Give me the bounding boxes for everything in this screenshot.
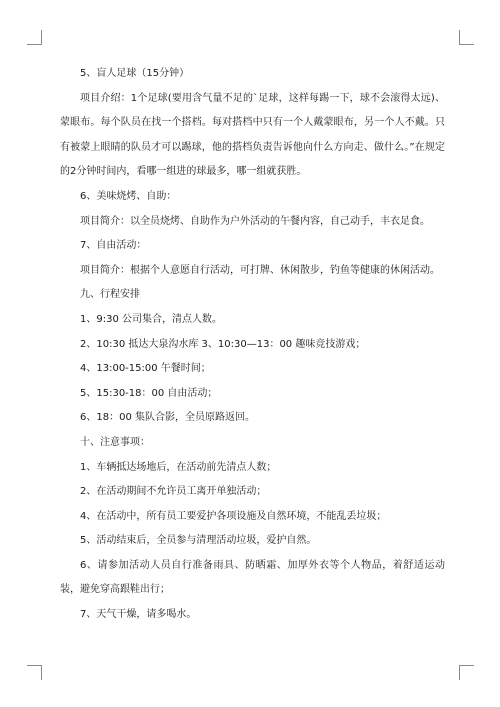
list-item: 7、天气干燥，请多喝水。 <box>80 609 197 621</box>
list-item: 6、请参加活动人员自行准备雨具、防晒霜、加厚外衣等个人物品，着舒适运动装，避免穿高跟鞋出行； <box>60 559 445 596</box>
section-heading-bbq: 6、美味烧烤、自助： <box>80 190 177 202</box>
paragraph-bbq-intro: 项目简介：以全员烧烤、自助作为户外活动的午餐内容，自己动手，丰衣足食。 <box>80 215 430 227</box>
crop-mark-top-right <box>459 30 474 45</box>
list-item: 2、10:30 抵达大泉沟水库 3、10:30—13：00 趣味竞技游戏； <box>80 338 366 350</box>
section-heading-blind-football: 5、盲人足球（15分钟） <box>80 68 190 79</box>
list-item: 4、13:00-15:00 午餐时间； <box>80 363 211 375</box>
paragraph-blind-football-intro: 项目介绍：1个足球(要用含气量不足的`足球，这样每踢一下，球不会滚得太远)、蒙眼布。每个队员在找一个搭档。每对搭档中只有一个人戴蒙眼布，另一个人不戴。只有被蒙上眼睛的队员才可以踢球，他的搭档负责告诉他向什么方向走、做什么。”在规定的2分钟时间内，看哪一组进的球最多，哪一组就获胜。 <box>60 92 445 178</box>
list-item: 1、车辆抵达场地后，在活动前先清点人数； <box>80 461 277 473</box>
crop-mark-bottom-right <box>459 665 474 680</box>
section-heading-free-activity: 7、自由活动： <box>80 240 147 252</box>
list-item: 4、在活动中，所有员工要爱护各项设施及自然环境，不能乱丢垃圾； <box>80 510 387 522</box>
list-item: 5、活动结束后，全员参与清理活动垃圾，爱护自然。 <box>80 535 317 547</box>
document-body <box>60 62 445 628</box>
section-heading-itinerary: 九、行程安排 <box>80 289 140 301</box>
list-item: 6、18：00 集队合影，全员原路返回。 <box>80 412 255 424</box>
paragraph-free-activity-intro: 项目简介：根据个人意愿自行活动，可打牌、休闲散步，钓鱼等健康的休闲活动。 <box>80 264 440 276</box>
crop-mark-top-left <box>27 30 42 45</box>
list-item: 5、15:30-18：00 自由活动； <box>80 387 218 399</box>
list-item: 2、在活动期间不允许员工离开单独活动； <box>80 486 267 498</box>
list-item: 1、9:30 公司集合，清点人数。 <box>80 313 222 325</box>
section-heading-notes: 十、注意事项： <box>80 436 150 448</box>
crop-mark-bottom-left <box>27 665 42 680</box>
